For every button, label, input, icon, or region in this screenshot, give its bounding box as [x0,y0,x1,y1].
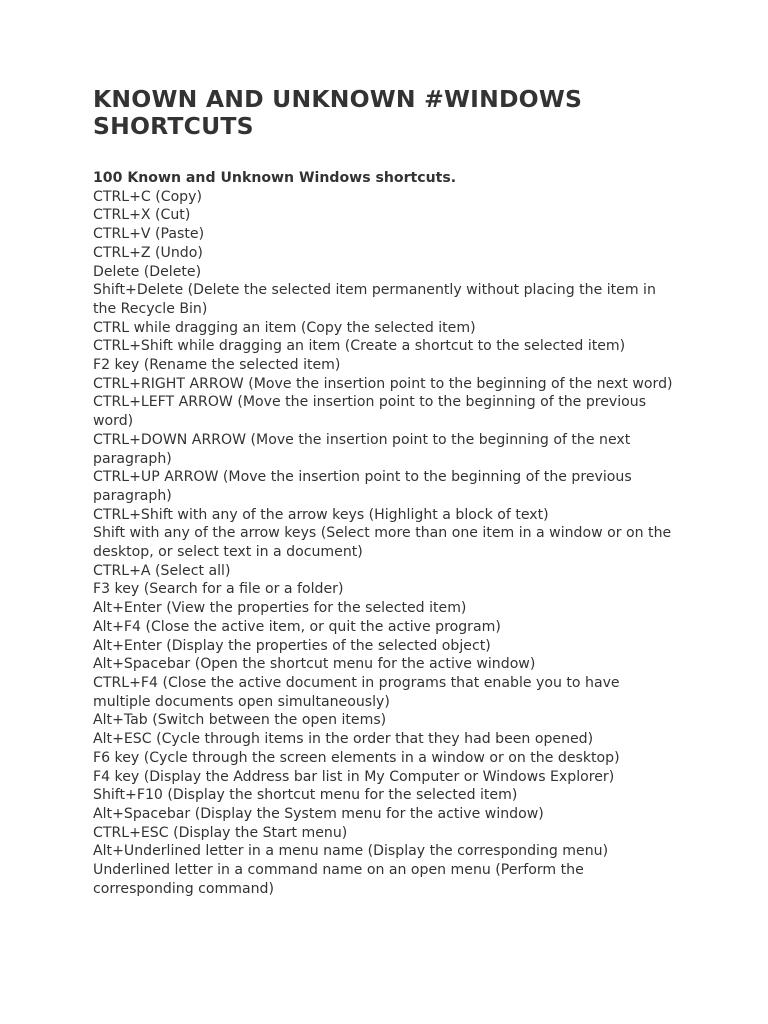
shortcut-item: Alt+ESC (Cycle through items in the order that they had been opened) [93,731,594,748]
shortcut-item: CTRL+C (Copy) [93,188,202,205]
document-page [93,86,693,898]
shortcut-item: F4 key (Display the Address bar list in My Computer or Windows Explorer) [93,768,615,785]
shortcut-item: F3 key (Search for a file or a folder) [93,581,344,598]
shortcut-item: Alt+F4 (Close the active item, or quit the active program) [93,618,501,635]
shortcut-item: Alt+Spacebar (Open the shortcut menu for the active window) [93,656,536,673]
shortcut-item: CTRL while dragging an item (Copy the selected item) [93,319,476,336]
shortcut-item: CTRL+RIGHT ARROW (Move the insertion point to the beginning of the next word) [93,375,673,392]
shortcut-list [93,188,681,899]
shortcut-item: CTRL+Shift with any of the arrow keys (Highlight a block of text) [93,506,549,523]
shortcut-item: Delete (Delete) [93,263,202,280]
shortcut-item: CTRL+DOWN ARROW (Move the insertion point to the beginning of the next paragraph) [93,431,631,467]
shortcut-item: CTRL+A (Select all) [93,562,231,579]
shortcut-item: Alt+Spacebar (Display the System menu for the active window) [93,805,544,822]
shortcut-item: Shift with any of the arrow keys (Select more than one item in a window or on the desktop, or select text in a document) [93,525,672,561]
shortcut-item: Alt+Tab (Switch between the open items) [93,712,387,729]
shortcut-item: F6 key (Cycle through the screen elements in a window or on the desktop) [93,749,620,766]
shortcut-item: CTRL+ESC (Display the Start menu) [93,824,348,841]
shortcut-item: CTRL+Shift while dragging an item (Create a shortcut to the selected item) [93,338,626,355]
shortcut-item: Shift+F10 (Display the shortcut menu for the selected item) [93,787,518,804]
shortcut-item: Alt+Enter (View the properties for the selected item) [93,600,467,617]
shortcut-item: Alt+Enter (Display the properties of the selected object) [93,637,491,654]
document-subtitle: 100 Known and Unknown Windows shortcuts. [93,170,457,186]
shortcut-item: Alt+Underlined letter in a menu name (Display the corresponding menu) [93,843,609,860]
shortcut-item: F2 key (Rename the selected item) [93,357,341,374]
document-title: KNOWN AND UNKNOWN #WINDOWS SHORTCUTS [93,85,583,140]
shortcut-item: CTRL+Z (Undo) [93,244,203,261]
shortcut-item: CTRL+LEFT ARROW (Move the insertion point to the beginning of the previous word) [93,394,647,430]
shortcut-item: Shift+Delete (Delete the selected item permanently without placing the item in the Recycle Bin) [93,282,656,317]
shortcut-item: Underlined letter in a command name on an open menu (Perform the corresponding command) [93,862,584,897]
shortcut-item: CTRL+X (Cut) [93,207,191,224]
shortcut-item: CTRL+F4 (Close the active document in programs that enable you to have multiple documents open simultaneously) [93,674,620,710]
shortcut-item: CTRL+UP ARROW (Move the insertion point to the beginning of the previous paragraph) [93,469,632,504]
shortcut-item: CTRL+V (Paste) [93,226,205,243]
